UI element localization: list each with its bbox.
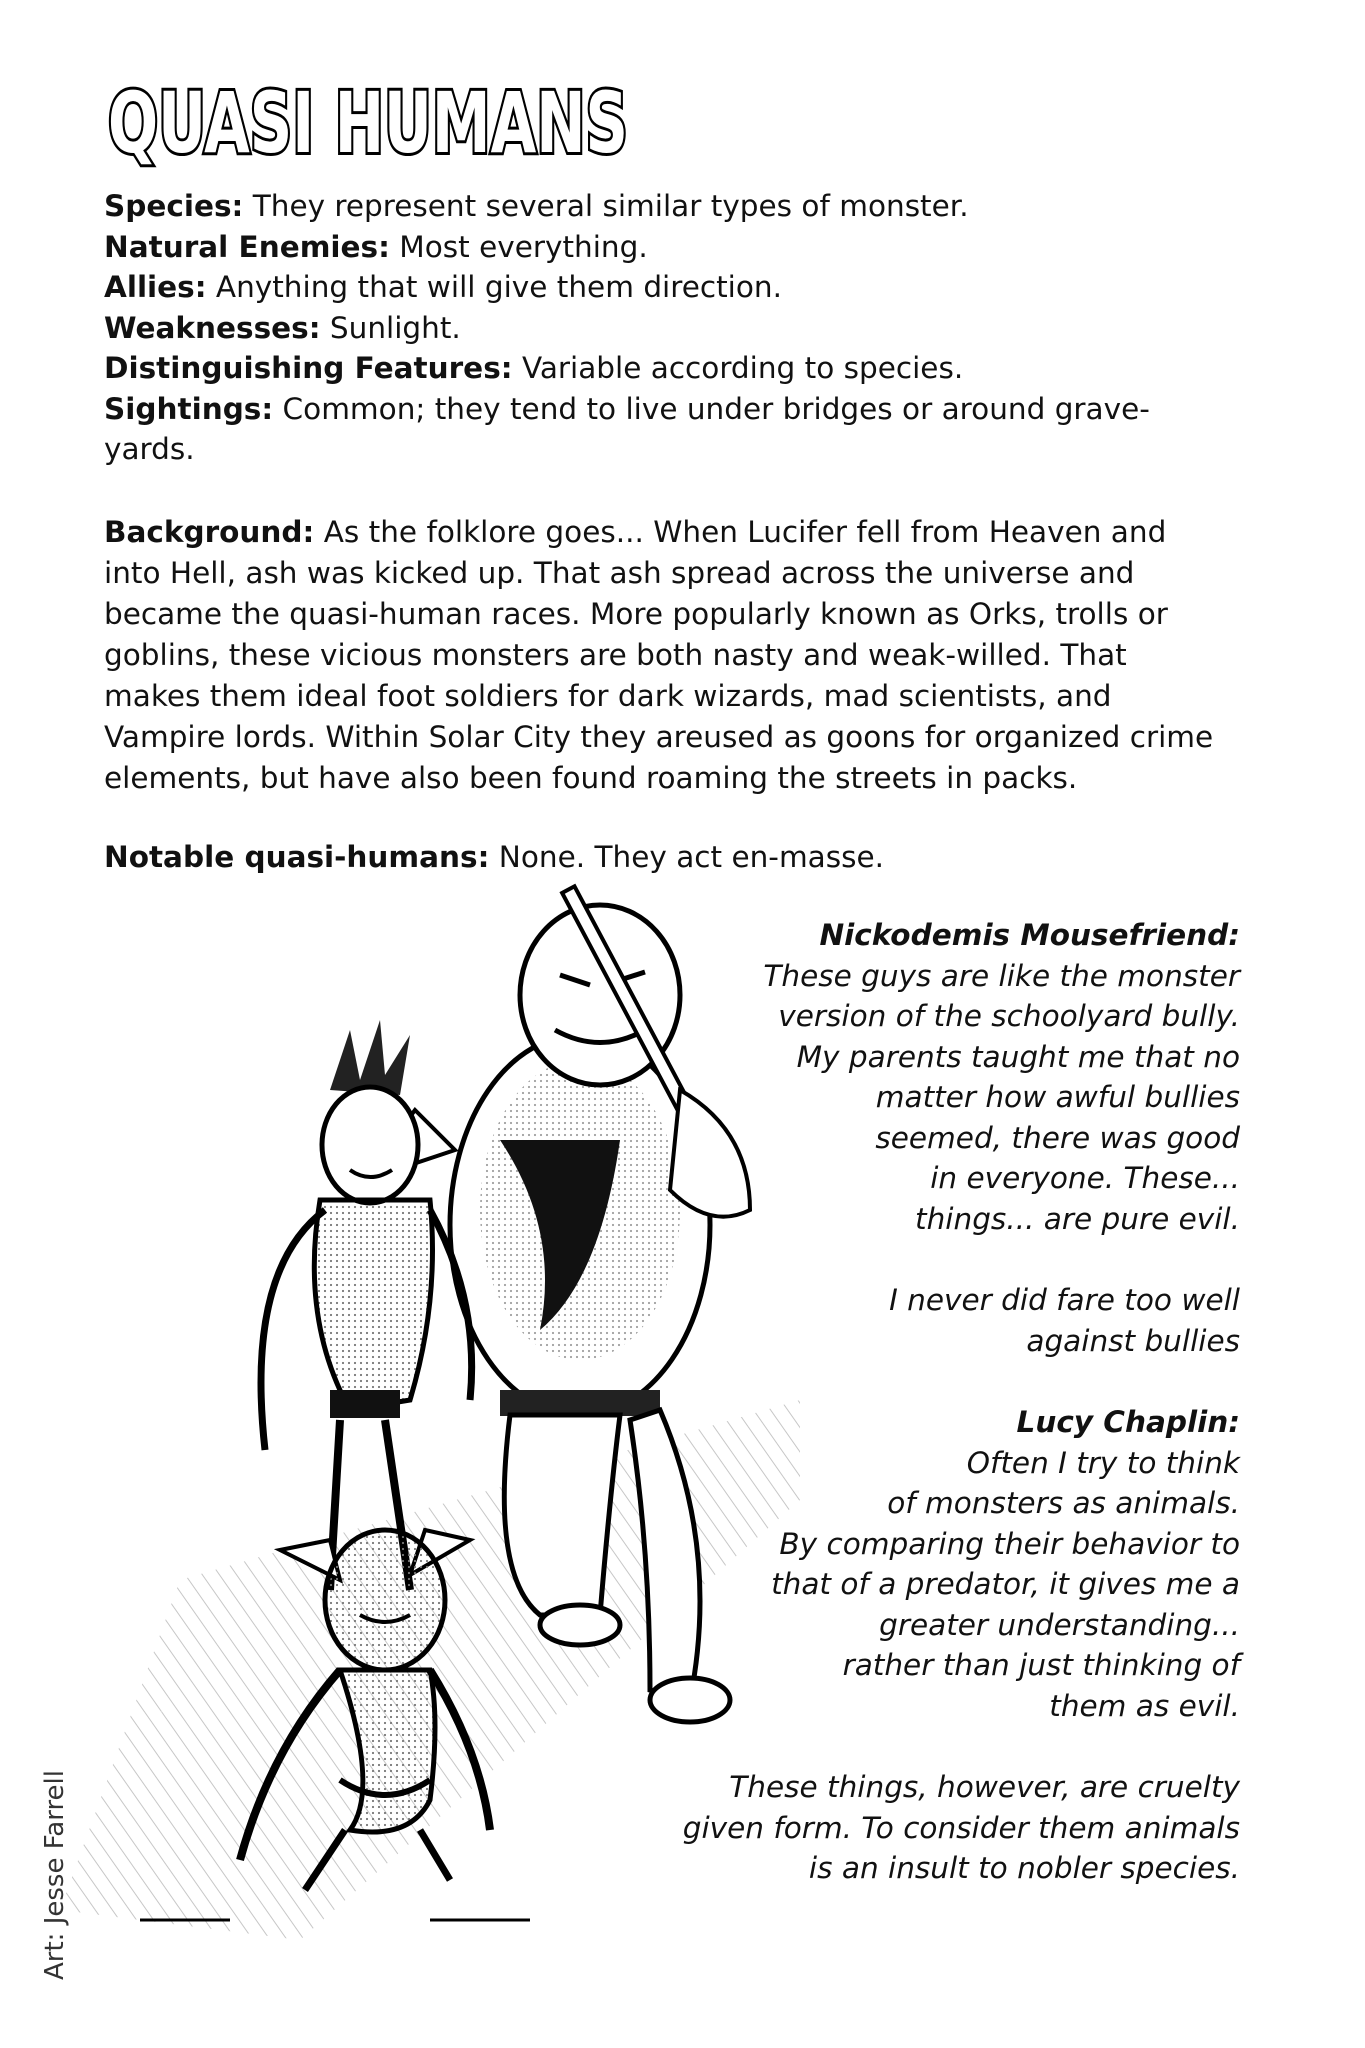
background-paragraph: Background: As the folklore goes... When Lucifer fell from Heaven and into Hell, ash was kicked up. That ash spread across the universe and became the quasi-human races. More popularly known as Orks, trolls or goblins, these vicious monsters are both nasty and weak-willed. That makes them ideal foot soldiers for dark wizards, mad scientists, and Vampire lords. Within Solar City they areused as goons for organized crime elements, but have also been found roaming the streets in packs.	[104, 515, 1214, 795]
quote2b-line: given form. To consider them animals	[682, 1810, 1240, 1845]
quote2-line: that of a predator, it gives me a	[771, 1567, 1240, 1601]
quote-author-nickodemis: Nickodemis Mousefriend:	[819, 918, 1240, 952]
quote2b-line: These things, however, are cruelty	[729, 1770, 1240, 1804]
quote1-line: things... are pure evil.	[915, 1201, 1240, 1236]
quote1-line: seemed, there was good	[875, 1120, 1240, 1155]
quote1-line: matter how awful bullies	[875, 1080, 1240, 1114]
stat-weaknesses: Weaknesses: Sunlight.	[104, 310, 461, 345]
page-title-text: QUASI HUMANS	[108, 74, 628, 172]
quote2-line: rather than just thinking of	[842, 1648, 1240, 1682]
quote1-line: in everyone. These...	[930, 1161, 1240, 1195]
quote1-line: These guys are like the monster	[763, 958, 1240, 993]
quote2-line: greater understanding...	[879, 1607, 1240, 1642]
quote1-line: version of the schoolyard bully.	[778, 999, 1240, 1033]
quote1b-line: I never did fare too well	[889, 1283, 1240, 1317]
quote-spacer	[600, 1361, 1240, 1402]
quote1b-line: against bullies	[1026, 1323, 1240, 1358]
quote-spacer	[600, 1726, 1240, 1767]
stats-block	[104, 186, 1214, 470]
stat-distinguishing-features: Distinguishing Features: Variable according to species.	[104, 351, 964, 385]
quote2-line: them as evil.	[1049, 1688, 1240, 1723]
quote2-line: Often I try to think	[966, 1445, 1240, 1480]
stat-species: Species: They represent several similar types of monster.	[104, 189, 969, 223]
quote1-line: My parents taught me that no	[796, 1039, 1240, 1074]
stat-allies: Allies: Anything that will give them direction.	[104, 270, 782, 304]
stat-sightings: Sightings: Common; they tend to live under bridges or around grave-yards.	[104, 391, 1150, 466]
quote-author-lucy: Lucy Chaplin:	[1016, 1405, 1240, 1439]
quotes-column	[600, 915, 1240, 1889]
stat-natural-enemies: Natural Enemies: Most everything.	[104, 229, 648, 264]
quote2b-line: is an insult to nobler species.	[808, 1851, 1240, 1885]
art-credit: Art: Jesse Farrell	[40, 1769, 70, 1980]
notable-line: Notable quasi-humans: None. They act en-masse.	[104, 840, 885, 874]
page-title	[104, 60, 664, 178]
quote2-line: By comparing their behavior to	[779, 1526, 1240, 1561]
quote-spacer	[600, 1239, 1240, 1280]
quote2-line: of monsters as animals.	[887, 1486, 1240, 1520]
